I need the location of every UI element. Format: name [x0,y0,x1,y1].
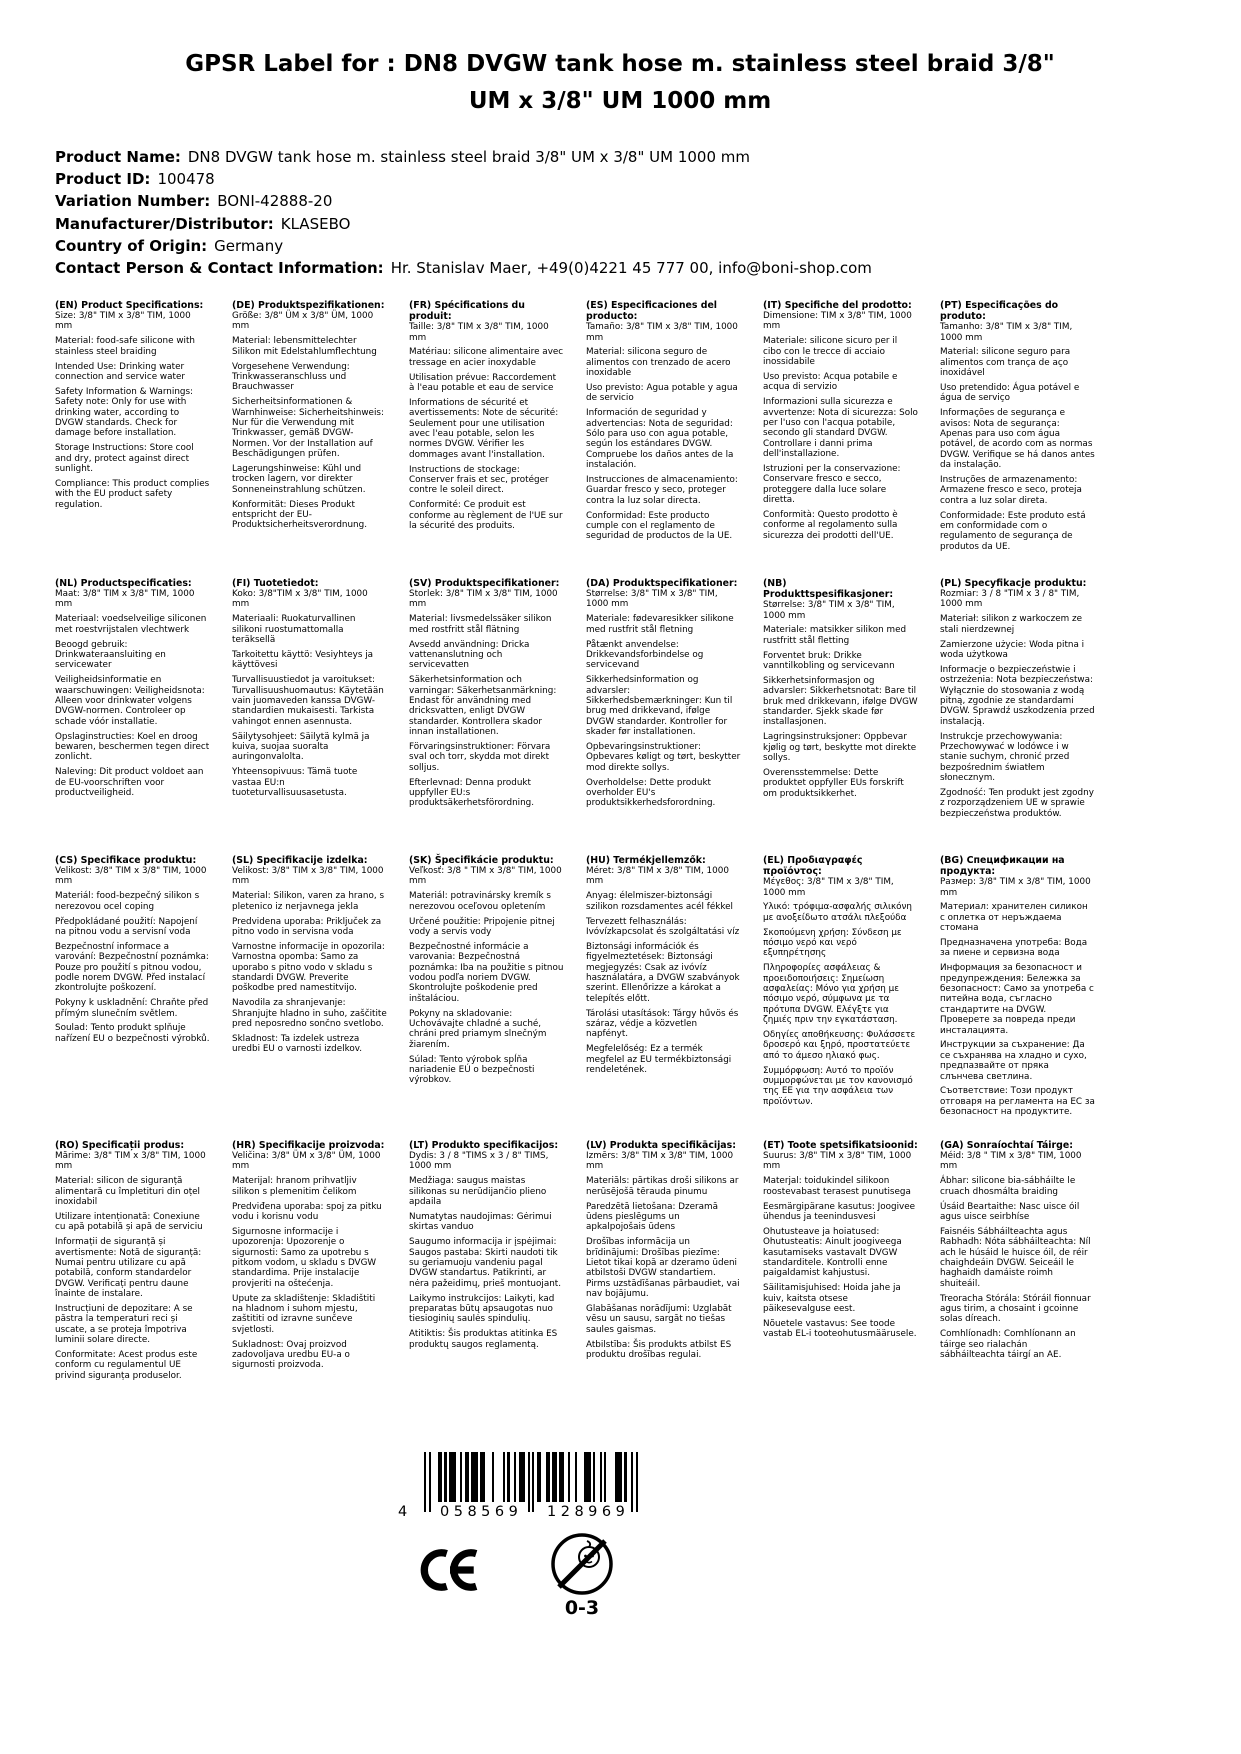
spec-paragraph: Předpokládané použití: Napojení na pitnou vodu a servisní voda [55,916,198,937]
spec-block-sk [409,855,586,1140]
spec-paragraph: Overholdelse: Dette produkt overholder EU's produktsikkerhedsforordning. [586,777,716,809]
spec-paragraph: Μέγεθος: 3/8" TIM x 3/8" TIM, 1000 mm [763,877,894,898]
spec-paragraph: Upute za skladištenje: Skladištiti na hladnom i suhom mjestu, zaštititi od izravne sunčeve svjetlosti. [232,1293,376,1335]
spec-paragraph: Σκοπούμενη χρήση: Σύνδεση με πόσιμο νερό και νερό εξυπηρέτησης [763,927,902,959]
spec-block-et [763,1140,940,1386]
spec-header: (FR) Spécifications du produit: [409,300,525,323]
spec-header: (LT) Produkto specifikacijos: [409,1140,559,1151]
spec-header: (HU) Termékjellemzők: [586,855,706,866]
product-info-line [55,146,1195,168]
spec-block-lv [586,1140,763,1386]
spec-paragraph: Konformität: Dieses Produkt entspricht der EU-Produktsicherheitsverordnung. [232,499,368,531]
spec-paragraph: Påtænkt anvendelse: Drikkevandsforbindelse og servicevand [586,639,704,671]
spec-paragraph: Tamaño: 3/8" TIM x 3/8" TIM, 1000 mm [586,322,738,343]
product-info-value: KLASEBO [280,214,351,233]
ean-barcode-digits [398,1502,638,1524]
spec-paragraph: Säilytysohjeet: Säilytä kylmä ja kuiva, suojaa suoralta auringonvalolta. [232,731,370,763]
spec-paragraph: Atitiktis: Šis produktas atitinka ES produktų saugos reglamentą. [409,1329,558,1350]
product-info-label: Contact Person & Contact Information: [55,258,384,277]
spec-block-pl [940,578,1117,855]
spec-block-it [763,300,940,578]
spec-paragraph: Treoracha Stórála: Stóráil fionnuar agus tirim, a chosaint i gcoinne solas díreach. [940,1293,1091,1325]
spec-block-bg [940,855,1117,1140]
spec-paragraph: Rozmiar: 3 / 8 "TIM x 3 / 8" TIM, 1000 mm [940,589,1080,610]
spec-paragraph: Pokyny k uskladnění: Chraňte před přímým slunečním světlem. [55,998,209,1019]
spec-header: (NB) Produkttspesifikasjoner: [763,578,894,601]
spec-paragraph: Utilizare intenționată: Conexiune cu apă potabilă și apă de serviciu [55,1211,203,1233]
product-info-value: BONI-42888-20 [217,192,333,211]
spec-paragraph: Naleving: Dit product voldoet aan de EU-voorschriften voor productveiligheid. [55,767,204,798]
spec-block-cs [55,855,232,1140]
spec-paragraph: Información de seguridad y advertencias: Nota de seguridad: Sólo para uso con agua potable, según los estándares DVGW. Compruebe los daños antes de la instalación. [586,408,734,471]
spec-paragraph: Suurus: 3/8" TIM x 3/8" TIM, 1000 mm [763,1151,912,1172]
product-info-label: Variation Number: [55,192,211,211]
spec-paragraph: Méret: 3/8" TIM x 3/8" TIM, 1000 mm [586,866,729,887]
spec-paragraph: Conformidade: Este produto está em conformidade com o regulamento de segurança de produtos da UE. [940,510,1086,552]
spec-block-en [55,300,232,578]
spec-block-hr [232,1140,409,1386]
spec-paragraph: Compliance: This product complies with the EU product safety regulation. [55,478,210,510]
spec-header: (PL) Specyfikacje produktu: [940,578,1087,589]
spec-paragraph: Bezpečnostní informace a varování: Bezpečnostní poznámka: Pouze pro použití s pitnou vodou, podle norem DVGW. Před instalací zkontrolujte poškození. [55,941,209,994]
spec-paragraph: Υλικό: τρόφιμα-ασφαλής σιλικόνη με ανοξείδωτο ατσάλι πλεξούδα [763,902,913,923]
spec-block-hu [586,855,763,1140]
spec-block-nl [55,578,232,855]
spec-block-da [586,578,763,855]
product-info-value: Hr. Stanislav Maer, +49(0)4221 45 777 00, info@boni-shop.com [390,258,872,277]
spec-paragraph: Beoogd gebruik: Drinkwateraansluiting en servicewater [55,639,166,671]
spec-paragraph: Taille: 3/8" TIM x 3/8" TIM, 1000 mm [409,322,549,343]
product-info-value: DN8 DVGW tank hose m. stainless steel braid 3/8" UM x 3/8" UM 1000 mm [187,148,750,166]
spec-paragraph: Förvaringsinstruktioner: Förvara sval och torr, skydda mot direkt solljus. [409,741,551,773]
spec-header: (PT) Especificações do produto: [940,300,1059,323]
spec-block-de [232,300,409,578]
spec-paragraph: Størrelse: 3/8" TIM x 3/8" TIM, 1000 mm [763,600,895,621]
spec-header: (NL) Productspecificaties: [55,578,192,589]
product-info-line [55,257,1195,279]
spec-paragraph: Drošības informācija un brīdinājumi: Drošības piezīme: Lietot tikai kopā ar dzeramo ūdeni atbilstoši DVGW standartiem. Pirms uzstādīšanas pārbaudiet, vai nav bojājumu. [586,1237,740,1300]
product-info-line [55,235,1195,257]
spec-paragraph: Säilitamisjuhised: Hoida jahe ja kuiv, kaitsta otsese päikesevalguse eest. [763,1283,901,1314]
spec-header: (DA) Produktspecifikationer: [586,578,738,589]
spec-block-ga [940,1140,1117,1386]
spec-block-lt [409,1140,586,1386]
spec-paragraph: Materiale: matsikker silikon med rustfritt stål fletting [763,625,907,646]
product-info-line [55,213,1195,235]
spec-block-el [763,855,940,1140]
spec-paragraph: Velikost: 3/8" TIM x 3/8" TIM, 1000 mm [232,866,384,887]
spec-paragraph: Информация за безопасност и предупреждения: Бележка за безопасност: Само за употреба с питейна вода, съгласно стандартите на DVGW. Проверете за повреда преди инсталацията. [940,963,1094,1036]
product-info-line [55,168,1195,190]
spec-paragraph: Overensstemmelse: Dette produktet oppfyller EUs forskrift om produktsikkerhet. [763,767,904,799]
spec-header: (SV) Produktspecifikationer: [409,578,560,589]
spec-paragraph: Dimensione: TIM x 3/8" TIM, 1000 mm [763,311,912,332]
spec-paragraph: Informazioni sulla sicurezza e avvertenze: Nota di sicurezza: Solo per l'uso con l'acqua potabile, secondo gli standard DVGW. Controllare i danni prima dell'installazione. [763,397,918,460]
spec-paragraph: Ábhar: silicone bia-sábháilte le cruach dhosmálta braiding [940,1176,1076,1197]
spec-paragraph: Material: silicona seguro de alimentos con trenzado de acero inoxidable [586,347,731,379]
spec-paragraph: Material: livsmedelssäker silikon med rostfritt stål flätning [409,614,552,635]
spec-header: (FI) Tuotetiedot: [232,578,319,589]
spec-header: (GA) Sonraíochtaí Táirge: [940,1140,1073,1151]
spec-paragraph: Yhteensopivuus: Tämä tuote vastaa EU:n tuoteturvallisuusasetusta. [232,767,358,798]
spec-paragraph: Sigurnosne informacije i upozorenja: Upozorenje o sigurnosti: Samo za upotrebu s pitkom vodom, u skladu s DVGW standardima. Prije instalacije provjeriti na oštećenja. [232,1226,377,1289]
spec-block-nb [763,578,940,855]
spec-paragraph: Dydis: 3 / 8 "TIMS x 3 / 8" TIMS, 1000 mm [409,1151,549,1172]
spec-paragraph: Pokyny na skladovanie: Uchovávajte chladné a suché, chráni pred priamym slnečným žiarením. [409,1008,547,1050]
spec-header: (BG) Спецификации на продукта: [940,855,1065,878]
spec-paragraph: Instruções de armazenamento: Armazene fresco e seco, proteja contra a luz solar direta. [940,475,1082,506]
spec-paragraph: Tárolási utasítások: Tárgy hűvös és száraz, védje a közvetlen napfényt. [586,1008,739,1040]
product-info-label: Country of Origin: [55,236,208,255]
spec-paragraph: Materiale: silicone sicuro per il cibo con le trecce di acciaio inossidabile [763,336,898,368]
spec-paragraph: Storlek: 3/8" TIM x 3/8" TIM, 1000 mm [409,589,558,610]
product-info-value: 100478 [157,170,215,189]
spec-paragraph: Veľkosť: 3/8 " TIM x 3/8" TIM, 1000 mm [409,866,562,887]
spec-paragraph: Vorgesehene Verwendung: Trinkwasseranschluss und Brauchwasser [232,361,350,393]
spec-paragraph: Lagerungshinweise: Kühl und trocken lagern, vor direkter Sonneneinstrahlung schützen. [232,463,366,495]
spec-paragraph: Informacje o bezpieczeństwie i ostrzeżenia: Nota bezpieczeństwa: Wyłącznie do stosowania z wodą pitną, zgodnie ze standardami DVGW. Sprawdź uszkodzenia przed instalacją. [940,664,1095,727]
spec-header: (ET) Toote spetsifikatsioonid: [763,1140,918,1151]
spec-paragraph: Tarkoitettu käyttö: Vesiyhteys ja käyttövesi [232,649,374,671]
spec-paragraph: Material: food-safe silicone with stainless steel braiding [55,336,195,357]
spec-paragraph: Eesmärgipärane kasutus: Joogivee ühendus ja teenindusvesi [763,1201,916,1222]
spec-paragraph: Uso previsto: Acqua potabile e acqua di servizio [763,371,898,393]
spec-paragraph: Conformitate: Acest produs este conform cu regulamentul UE privind siguranța produselor. [55,1349,198,1381]
spec-paragraph: Οδηγίες αποθήκευσης: Φυλάσσετε δροσερό και ξηρό, προστατεύετε από το άμεσο ηλιακό φως. [763,1030,916,1061]
spec-paragraph: Varnostne informacije in opozorila: Varnostna opomba: Samo za uporabo s pitno vodo v skladu s standardi DVGW. Preverite poškodbe pred namestitvijo. [232,941,385,994]
spec-paragraph: Matériau: silicone alimentaire avec tressage en acier inoxydable [409,347,564,368]
spec-block-fi [232,578,409,855]
spec-paragraph: Uso previsto: Agua potable y agua de servicio [586,383,738,404]
spec-paragraph: Συμμόρφωση: Αυτό το προϊόν συμμορφώνεται με τον κανονισμό της ΕΕ για την ασφάλεια των προϊόντων. [763,1065,913,1107]
product-info [55,146,1195,279]
spec-paragraph: Mărime: 3/8" TIM x 3/8" TIM, 1000 mm [55,1151,206,1172]
spec-paragraph: Informações de segurança e avisos: Nota de segurança: Apenas para uso com água potável, de acordo com as normas DVGW. Verifique se há danos antes da instalação. [940,408,1095,471]
spec-paragraph: Материал: хранителен силикон с оплетка от неръждаема стомана [940,902,1088,934]
spec-paragraph: Biztonsági információk és figyelmeztetések: Biztonsági megjegyzés: Csak az ivóvíz használatára, a DVGW szabványok szerint. Ellenőrizze a károkat a telepítés előtt. [586,941,740,1004]
spec-paragraph: Material: Silikon, varen za hrano, s pletenico iz nerjavnega jekla [232,891,385,912]
spec-paragraph: Instrucciones de almacenamiento: Guardar fresco y seco, proteger contra la luz solar directa. [586,475,738,506]
spec-paragraph: Sukladnost: Ovaj proizvod zadovoljava uredbu EU-a o sigurnosti proizvoda. [232,1339,350,1371]
spec-block-sv [409,578,586,855]
spec-paragraph: Saugumo informacija ir įspėjimai: Saugos pastaba: Skirti naudoti tik su geriamuoju vandeniu pagal DVGW standartus. Patikrinti, ar nėra pažeidimų, prieš montuojant. [409,1237,562,1289]
product-info-label: Product ID: [55,170,151,189]
spec-paragraph: Istruzioni per la conservazione: Conservare fresco e secco, proteggere dalla luce solare diretta. [763,463,901,506]
spec-paragraph: Atbilstība: Šis produkts atbilst ES produktu drošības regulai. [586,1339,732,1360]
spec-paragraph: Material: silicone seguro para alimentos com trança de aço inoxidável [940,347,1071,379]
spec-paragraph: Koko: 3/8"TIM x 3/8" TIM, 1000 mm [232,589,368,610]
spec-paragraph: Conformità: Questo prodotto è conforme al regolamento sulla sicurezza dei prodotti dell'UE. [763,509,898,541]
spec-paragraph: Sicherheitsinformationen & Warnhinweise: Sicherheitshinweis: Nur für die Verwendung mit Trinkwasser, gemäß DVGW-Normen. Vor der Installation auf Beschädigungen prüfen. [232,397,384,460]
spec-header: (EL) Προδιαγραφές προϊόντος: [763,855,863,878]
spec-paragraph: Materiał: silikon z warkoczem ze stali nierdzewnej [940,614,1083,635]
spec-paragraph: Materiale: fødevaresikker silikone med rustfrit stål fletning [586,614,734,635]
spec-paragraph: Informații de siguranță și avertismente: Notă de siguranță: Numai pentru utilizare cu apă potabilă, conform standardelor DVGW. Verificați pentru daune înainte de instalare. [55,1237,202,1300]
spec-header: (LV) Produkta specifikācijas: [586,1140,736,1151]
spec-header: (HR) Specifikacije proizvoda: [232,1140,385,1151]
spec-paragraph: Πληροφορίες ασφάλειας & προειδοποιήσεις: Σημείωση ασφαλείας: Μόνο για χρήση με πόσιμο νερό, σύμφωνα με τα πρότυπα DVGW. Ελέγξτε για ζημιές πριν την εγκατάσταση. [763,963,900,1026]
spec-paragraph: Opslaginstructies: Koel en droog bewaren, beschermen tegen direct zonlicht. [55,731,210,763]
spec-paragraph: Tervezett felhasználás: Ivóvízkapcsolat és szolgáltatási víz [586,916,740,937]
spec-paragraph: Uso pretendido: Água potável e água de serviço [940,383,1080,404]
spec-header: (ES) Especificaciones del producto: [586,300,718,323]
spec-paragraph: Súlad: Tento výrobok spĺňa nariadenie EÚ o bezpečnosti výrobkov. [409,1054,535,1086]
spec-paragraph: Avsedd användning: Dricka vattenanslutning och servicevatten [409,639,530,671]
spec-paragraph: Predviđena uporaba: spoj za pitku vodu i korisnu vodu [232,1201,382,1222]
spec-block-pt [940,300,1117,578]
spec-paragraph: Materiāls: pārtikas droši silikons ar nerūsējošā tērauda pinumu [586,1176,739,1197]
spec-block-es [586,300,763,578]
spec-paragraph: Veiligheidsinformatie en waarschuwingen: Veiligheidsnota: Alleen voor drinkwater volgens DVGW-normen. Controleer op schade vóór installatie. [55,675,205,727]
spec-paragraph: Instrukcje przechowywania: Przechowywać w lodówce i w stanie suchym, chronić przed bezpośrednim światłem słonecznym. [940,731,1070,784]
product-info-label: Manufacturer/Distributor: [55,214,274,233]
spec-paragraph: Úsáid Beartaithe: Nasc uisce óil agus uisce seirbhíse [940,1201,1080,1222]
spec-paragraph: Materjal: toidukindel silikoon roostevabast terasest punutisega [763,1176,911,1197]
spec-paragraph: Materiaal: voedselveilige siliconen met roestvrijstalen vlechtwerk [55,614,207,635]
spec-paragraph: Съответствие: Този продукт отговаря на регламента на ЕС за безопасност на продуктите. [940,1086,1095,1118]
spec-paragraph: Megfelelőség: Ez a termék megfelel az EU termékbiztonsági rendeletének. [586,1044,732,1075]
spec-paragraph: Bezpečnostné informácie a varovania: Bezpečnostná poznámka: Iba na použitie s pitnou vodou podľa noriem DVGW. Skontrolujte poškodenie pred inštaláciou. [409,941,564,1004]
spec-paragraph: Инструкции за съхранение: Да се съхранява на хладно и сухо, предпазвайте от пряка слънчева светлина. [940,1040,1087,1082]
spec-paragraph: Materiál: potravinársky kremík s nerezovou oceľovou opletením [409,891,551,912]
spec-paragraph: Paredzētā lietošana: Dzeramā ūdens pieslēgums un apkalpojošais ūdens [586,1201,718,1233]
spec-paragraph: Conformité: Ce produit est conforme au règlement de l'UE sur la sécurité des produits. [409,500,563,532]
spec-paragraph: Laikymo instrukcijos: Laikyti, kad preparatas būtų apsaugotas nuo tiesioginių saulės spindulių. [409,1293,555,1325]
spec-header: (DE) Produktspezifikationen: [232,300,385,311]
spec-paragraph: Zamierzone użycie: Woda pitna i woda użytkowa [940,639,1085,660]
spec-paragraph: Predvidena uporaba: Priključek za pitno vodo in servisna voda [232,916,382,937]
barcode-left-group: 058569 [440,1504,523,1520]
spec-paragraph: Utilisation prévue: Raccordement à l'eau potable et eau de service [409,372,557,394]
spec-paragraph: Предназначена употреба: Вода за пиене и сервизна вода [940,938,1088,959]
spec-header: (EN) Product Specifications: [55,300,204,311]
spec-paragraph: Izmērs: 3/8" TIM x 3/8" TIM, 1000 mm [586,1151,734,1172]
spec-paragraph: Anyag: élelmiszer-biztonsági szilikon rozsdamentes acél fékkel [586,891,733,912]
spec-header: (RO) Specificații produs: [55,1140,185,1151]
spec-paragraph: Safety Information & Warnings: Safety note: Only for use with drinking water, according to DVGW standards. Check for damage before installation. [55,386,194,439]
spec-paragraph: Forventet bruk: Drikke vanntilkobling og servicevann [763,650,895,672]
spec-paragraph: Tamanho: 3/8" TIM x 3/8" TIM, 1000 mm [940,322,1073,343]
spec-paragraph: Størrelse: 3/8" TIM x 3/8" TIM, 1000 mm [586,589,718,610]
spec-paragraph: Numatytas naudojimas: Gėrimui skirtas vanduo [409,1211,552,1233]
spec-paragraph: Sikkerhetsinformasjon og advarsler: Sikkerhetsnotat: Bare til bruk med drikkevann, ifølge DVGW standarder. Sjekk skade før installasjonen. [763,675,918,728]
age-warning-0-3-icon [550,1528,614,1624]
spec-paragraph: Efterlevnad: Denna produkt uppfyller EU:s produktsäkerhetsförordning. [409,777,535,809]
ean-barcode [398,1452,638,1524]
spec-paragraph: Intended Use: Drinking water connection and service water [55,361,185,382]
age-warning-label: 0-3 [564,1597,600,1619]
spec-paragraph: Velikost: 3/8" TIM x 3/8" TIM, 1000 mm [55,866,207,887]
spec-paragraph: Materijal: hranom prihvatljiv silikon s plemenitim čelikom [232,1176,357,1197]
spec-paragraph: Materiál: food-bezpečný silikon s nerezovou ocel coping [55,891,200,912]
spec-paragraph: Maat: 3/8" TIM x 3/8" TIM, 1000 mm [55,589,195,610]
spec-block-sl [232,855,409,1140]
spec-paragraph: Soulad: Tento produkt splňuje nařízení EU o bezpečnosti výrobků. [55,1023,210,1044]
product-info-label: Product Name: [55,148,181,166]
spec-paragraph: Sikkerhedsinformation og advarsler: Sikkerhedsbemærkninger: Kun til brug med drikkevand, ifølge DVGW standarder. Kontroller for skader før installationen. [586,675,733,738]
spec-header: (IT) Specifiche del prodotto: [763,300,912,311]
spec-paragraph: Comhlíonadh: Comhlíonann an táirge seo rialachán sábháilteachta táirgí an AE. [940,1329,1076,1360]
spec-paragraph: Materiaali: Ruokaturvallinen silikoni ruostumattomalla teräksellä [232,614,356,646]
ce-mark-icon [414,1542,486,1602]
spec-paragraph: Material: lebensmittelechter Silikon mit Edelstahlumflechtung [232,336,377,357]
spec-grid [55,300,1117,1386]
spec-paragraph: Skladnost: Ta izdelek ustreza uredbi EU o varnosti izdelkov. [232,1033,363,1055]
spec-paragraph: Размер: 3/8" TIM x 3/8" TIM, 1000 mm [940,877,1091,898]
spec-header: (SL) Specifikacije izdelka: [232,855,368,866]
spec-paragraph: Turvallisuustiedot ja varoitukset: Turvallisuushuomautus: Käytetään vain juomaveden kanssa DVGW-standardien mukaisesti. Tarkista vahingot ennen asennusta. [232,675,384,727]
spec-paragraph: Glabāšanas norādījumi: Uzglabāt vēsu un sausu, sargāt no tiešas saules gaismas. [586,1303,732,1335]
spec-paragraph: Material: silicon de siguranță alimentară cu împletituri din oțel inoxidabil [55,1176,201,1208]
spec-paragraph: Méid: 3/8 " TIM x 3/8" TIM, 1000 mm [940,1151,1082,1172]
spec-paragraph: Nõuetele vastavus: See toode vastab EL-i tooteohutusmäärusele. [763,1318,917,1340]
product-info-line [55,190,1195,212]
spec-paragraph: Navodila za shranjevanje: Shranjujte hladno in suho, zaščitite pred neposredno sončno svetlobo. [232,998,387,1029]
spec-header: (CS) Specifikace produktu: [55,855,197,866]
page-title: GPSR Label for : DN8 DVGW tank hose m. stainless steel braid 3/8" UM x 3/8" UM 1000 mm [185,51,1055,114]
spec-header: (SK) Špecifikácie produktu: [409,855,554,866]
barcode-right-group: 128969 [547,1504,630,1520]
spec-paragraph: Ohutusteave ja hoiatused: Ohutusteatis: Ainult joogiveega kasutamiseks vastavalt DVGW standarditele. Kontrolli enne paigaldamist kahjustusi. [763,1226,902,1279]
spec-paragraph: Faisnéis Sábháilteachta agus Rabhadh: Nóta sábháilteachta: Níl ach le húsáid le huisce óil, de réir chaighdeáin DVGW. Seiceáil le haghaidh damáiste roimh shuiteáil. [940,1226,1091,1289]
spec-paragraph: Size: 3/8" TIM x 3/8" TIM, 1000 mm [55,311,191,332]
spec-paragraph: Größe: 3/8" ÜM x 3/8" ÜM, 1000 mm [232,311,374,332]
spec-paragraph: Informations de sécurité et avertissements: Note de sécurité: Seulement pour une utilisation avec l'eau potable, selon les normes DVGW. Vérifier les dommages avant l'installation. [409,397,559,460]
spec-paragraph: Conformidad: Este producto cumple con el reglamento de seguridad de productos de la UE. [586,510,733,542]
spec-paragraph: Instrucțiuni de depozitare: A se păstra la temperaturi reci și uscate, a se proteja împotriva luminii solare directe. [55,1303,193,1346]
spec-paragraph: Lagringsinstruksjoner: Oppbevar kjølig og tørt, beskytte mot direkte sollys. [763,732,917,764]
spec-block-fr [409,300,586,578]
product-info-value: Germany [214,236,284,255]
spec-block-ro [55,1140,232,1386]
barcode-first-digit: 4 [398,1504,408,1520]
spec-paragraph: Veličina: 3/8" ÜM x 3/8" ÜM, 1000 mm [232,1151,381,1172]
spec-paragraph: Zgodność: Ten produkt jest zgodny z rozporządzeniem UE w sprawie bezpieczeństwa produktów. [940,787,1094,819]
spec-paragraph: Säkerhetsinformation och varningar: Säkerhetsanmärkning: Endast för användning med dricksvatten, enligt DVGW standarder. Kontrollera skador innan installationen. [409,675,557,738]
spec-paragraph: Storage Instructions: Store cool and dry, protect against direct sunlight. [55,443,194,474]
spec-paragraph: Opbevaringsinstruktioner: Opbevares køligt og tørt, beskytter mod direkte sollys. [586,741,741,773]
spec-paragraph: Určené použitie: Pripojenie pitnej vody a servis vody [409,916,555,937]
spec-paragraph: Instructions de stockage: Conserver frais et sec, protéger contre le soleil direct. [409,464,549,496]
spec-paragraph: Medžiaga: saugus maistas silikonas su nerūdijančio plieno apdaila [409,1176,547,1208]
